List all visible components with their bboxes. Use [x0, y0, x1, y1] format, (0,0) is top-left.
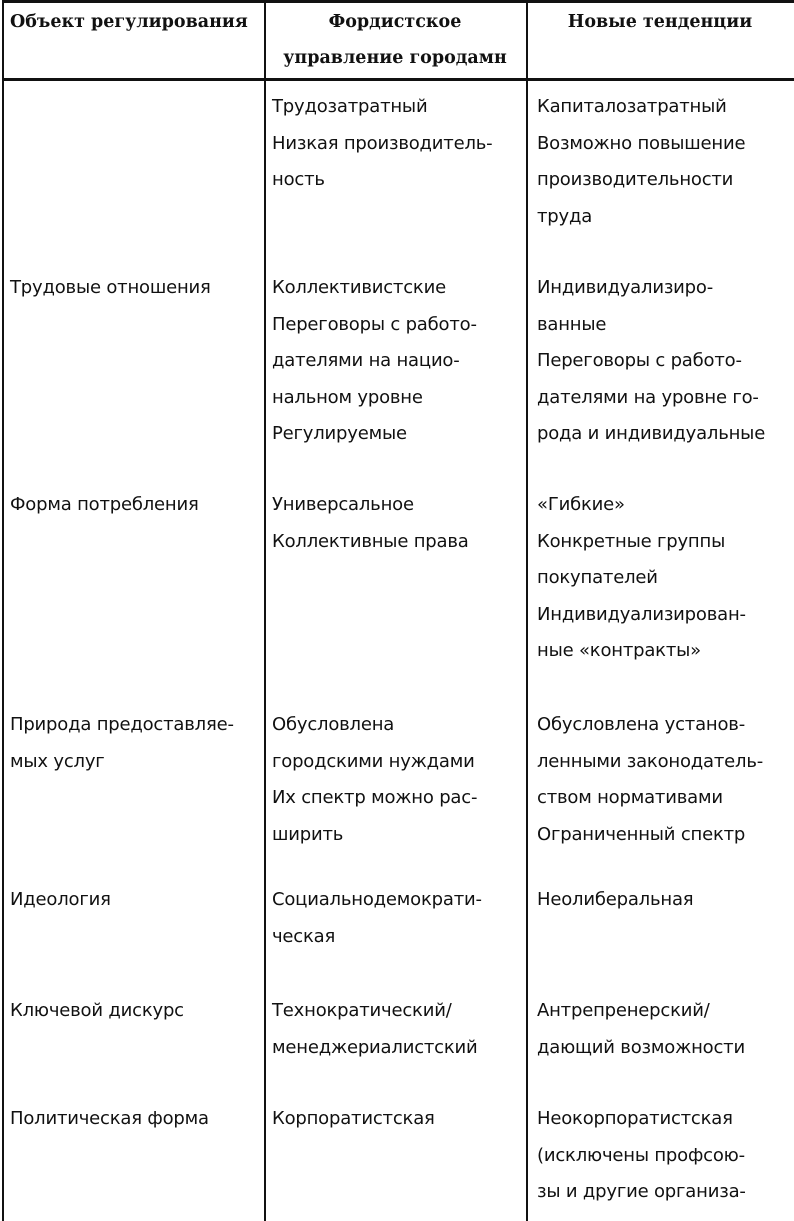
cell-line: мых услуг: [10, 750, 105, 772]
cell-line: зы и другие организа-: [537, 1181, 746, 1202]
header-object-line: Объект регулирования: [10, 12, 248, 32]
cell-line: Капиталозатратный: [537, 96, 727, 117]
cell-line: Трудовые отношения: [10, 277, 211, 298]
cell-line: нальном уровне: [272, 386, 423, 408]
cell-line: Регулируемые: [272, 423, 407, 444]
cell-line: Обусловлена: [272, 714, 395, 735]
table-left-rule: [2, 0, 4, 1221]
header-bottom-rule: [2, 78, 794, 81]
cell-line: Политическая форма: [10, 1108, 209, 1129]
cell-object: [10, 270, 262, 307]
cell-line: Конкретные группы: [537, 530, 726, 552]
cell-line: ческая: [272, 925, 336, 947]
header-fordist: [266, 4, 524, 76]
column-divider-1: [264, 0, 266, 1221]
cell-object: [10, 993, 262, 1030]
cell-fordist: [272, 882, 522, 955]
cell-object: [10, 882, 262, 919]
cell-line: городскими нуждами: [272, 750, 475, 772]
cell-line: Ограниченный спектр: [537, 823, 746, 845]
cell-fordist: [272, 270, 522, 453]
cell-object: [10, 1101, 262, 1138]
header-new-trends: [528, 4, 792, 40]
cell-line: Индивидуализиро-: [537, 277, 714, 298]
cell-line: ством нормативами: [537, 787, 723, 808]
cell-line: Неолиберальная: [537, 889, 694, 910]
cell-object: [10, 487, 262, 524]
cell-line: Универсальное: [272, 494, 414, 515]
cell-new: [537, 882, 793, 919]
cell-line: Неокорпоратистская: [537, 1108, 733, 1129]
cell-line: Идеология: [10, 889, 111, 910]
cell-line: Антрепренерский/: [537, 1000, 710, 1021]
cell-line: ленными законодатель-: [537, 750, 764, 772]
cell-line: дателями на нацио-: [272, 350, 460, 371]
cell-line: менеджериалистский: [272, 1036, 478, 1058]
header-fordist-line-2: управление городамн: [283, 48, 507, 68]
cell-line: Коллективистские: [272, 277, 446, 298]
cell-line: (исключены профсою-: [537, 1144, 745, 1166]
cell-line: производительности: [537, 169, 734, 190]
cell-line: Индивидуализирован-: [537, 603, 746, 625]
cell-new: [537, 89, 793, 235]
cell-line: Форма потребления: [10, 494, 199, 515]
cell-line: Возможно повышение: [537, 132, 746, 154]
cell-line: Коллективные права: [272, 530, 469, 552]
column-divider-2: [526, 0, 528, 1221]
cell-object: [10, 707, 262, 780]
cell-fordist: [272, 1101, 522, 1138]
cell-line: «Гибкие»: [537, 494, 625, 515]
cell-line: Обусловлена установ-: [537, 714, 745, 735]
cell-line: Природа предоставляе-: [10, 714, 234, 735]
header-new-trends-line: Новые тенденции: [567, 12, 753, 32]
cell-new: [537, 270, 793, 453]
cell-new: [537, 1101, 793, 1211]
cell-line: ванные: [537, 313, 607, 335]
cell-line: ширить: [272, 823, 344, 845]
cell-fordist: [272, 487, 522, 560]
cell-line: покупателей: [537, 567, 658, 588]
cell-line: дающий возможности: [537, 1036, 745, 1058]
cell-line: Переговоры с работо-: [272, 313, 477, 335]
cell-line: Трудозатратный: [272, 96, 428, 117]
cell-line: Технократический/: [272, 1000, 452, 1021]
cell-line: Корпоратистская: [272, 1108, 435, 1129]
cell-line: Переговоры с работо-: [537, 350, 742, 371]
cell-line: Социальнодемократи-: [272, 889, 482, 910]
cell-line: ность: [272, 169, 325, 190]
cell-new: [537, 707, 793, 853]
cell-fordist: [272, 993, 522, 1066]
cell-line: Низкая производитель-: [272, 132, 493, 154]
cell-line: рода и индивидуальные: [537, 423, 766, 444]
cell-fordist: [272, 89, 522, 199]
cell-line: Их спектр можно рас-: [272, 787, 478, 808]
table-header: [0, 0, 794, 78]
header-fordist-line-1: Фордистское: [328, 12, 462, 32]
cell-line: Ключевой дискурс: [10, 1000, 184, 1021]
cell-line: дателями на уровне го-: [537, 386, 759, 408]
cell-fordist: [272, 707, 522, 853]
header-object: [10, 4, 262, 40]
cell-new: [537, 487, 793, 670]
cell-new: [537, 993, 793, 1066]
cell-line: ные «контракты»: [537, 640, 701, 661]
cell-line: труда: [537, 205, 593, 227]
